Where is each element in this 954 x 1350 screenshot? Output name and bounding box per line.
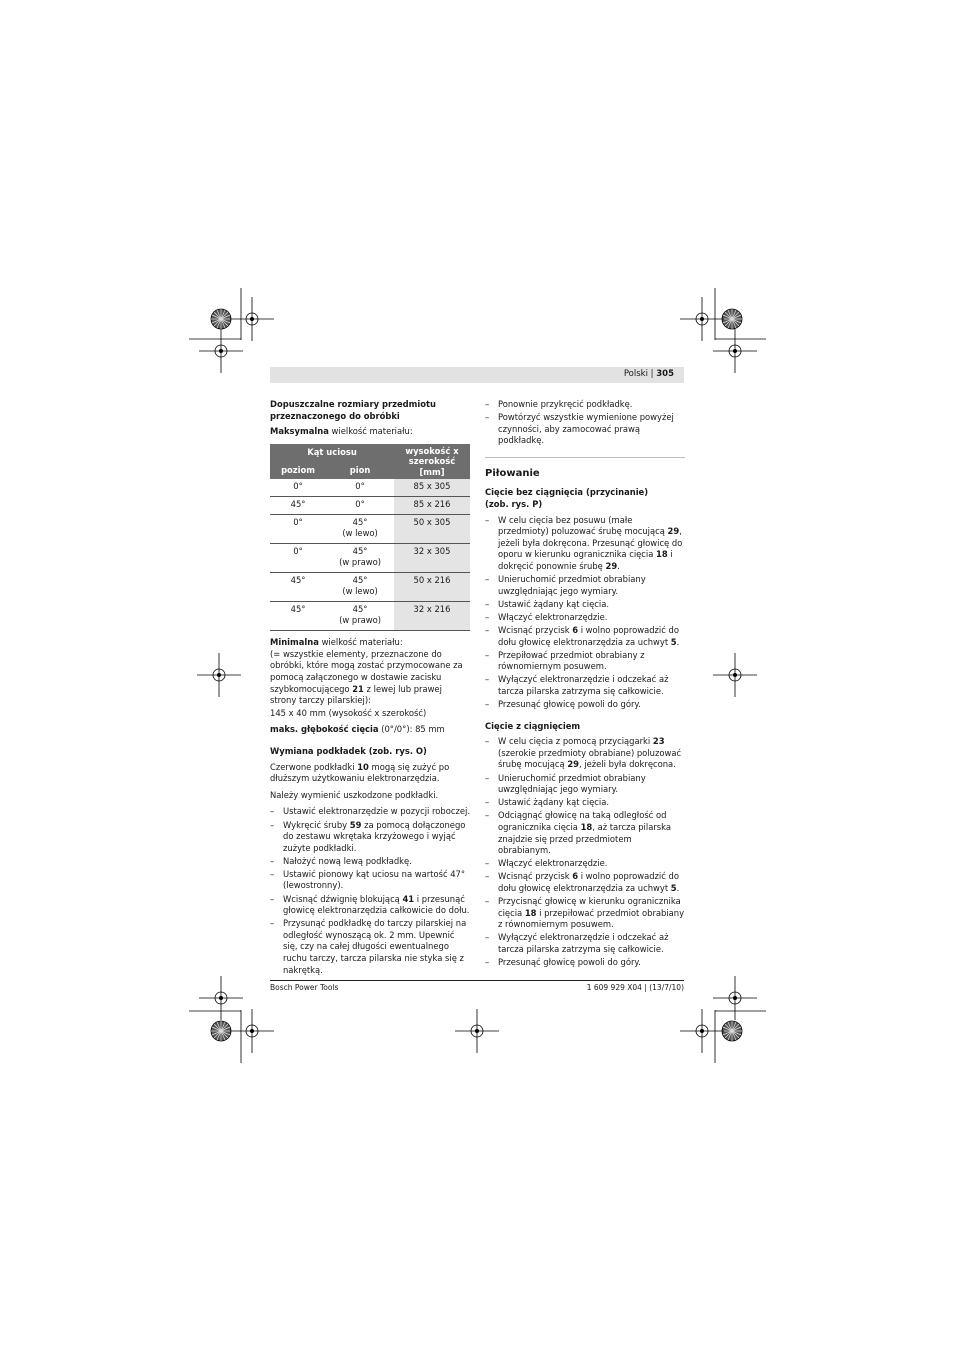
bottom-right-marks	[680, 976, 766, 1063]
cell-horizontal: 0°	[270, 544, 326, 573]
top-right-marks	[680, 288, 766, 373]
header-language: Polski	[623, 369, 648, 379]
pads-steps-continued	[485, 399, 685, 447]
list-item: – Wyłączyć elektronarzędzie i odczekać aż tarcza pilarska zatrzyma się całkowicie.	[485, 932, 685, 955]
cell-size: 50 x 305	[394, 515, 470, 544]
pads-title: Wymiana podkładek (zob. rys. O)	[270, 746, 427, 757]
header-text	[624, 369, 674, 379]
list-item: – W celu cięcia bez posuwu (małe przedmioty) poluzować śrubę mocującą 29, jeżeli była dokręcona. Przesunąć głowicę do oporu w kierunku ogranicznika cięcia 18 i dokręcić ponownie śrubę 29.	[485, 515, 685, 573]
cut-with-pull-steps	[485, 736, 685, 968]
bottom-left-marks	[189, 976, 274, 1063]
list-item: – Włączyć elektronarzędzie.	[485, 612, 685, 624]
list-item: – Włączyć elektronarzędzie.	[485, 858, 685, 870]
header-angle: Kąt uciosu	[270, 444, 394, 462]
pads-steps	[270, 806, 470, 976]
list-item: – Ustawić żądany kąt cięcia.	[485, 797, 685, 809]
right-column	[485, 399, 685, 975]
list-item: – Przepiłować przedmiot obrabiany z równomiernym posuwem.	[485, 650, 685, 673]
max-size-paragraph: Maksymalna wielkość materiału:	[270, 426, 413, 437]
cell-horizontal: 45°	[270, 602, 326, 631]
table-row	[270, 602, 470, 631]
section-title: Piłowanie	[485, 467, 540, 479]
cut-without-pull-title: Cięcie bez ciągnięcia (przycinanie) (zob. rys. P)	[485, 487, 649, 510]
section-divider	[485, 457, 685, 458]
cell-vertical: 0°	[326, 497, 394, 515]
bottom-center-mark	[455, 1009, 499, 1053]
list-item: – Powtórzyć wszystkie wymienione powyżej czynności, aby zamocować prawą podkładkę.	[485, 412, 685, 447]
pads-paragraph-2: Należy wymienić uszkodzone podkładki.	[270, 789, 439, 800]
cell-vertical: 45° (w prawo)	[326, 602, 394, 631]
footer-brand: Bosch Power Tools	[270, 983, 339, 992]
left-column	[270, 399, 470, 982]
dimensions-table	[270, 444, 470, 632]
cell-size: 85 x 216	[394, 497, 470, 515]
list-item: – Unieruchomić przedmiot obrabiany uwzględniając jego wymiary.	[485, 574, 685, 597]
cell-horizontal: 0°	[270, 515, 326, 544]
list-item: – Nałożyć nową lewą podkładkę.	[270, 856, 470, 868]
list-item: – Ponownie przykręcić podkładkę.	[485, 399, 685, 411]
cell-size: 85 x 305	[394, 479, 470, 497]
cut-without-pull-steps	[485, 515, 685, 711]
cell-vertical: 45° (w prawo)	[326, 544, 394, 573]
list-item: – Ustawić elektronarzędzie w pozycji roboczej.	[270, 806, 470, 818]
list-item: – Wyłączyć elektronarzędzie i odczekać aż tarcza pilarska zatrzyma się całkowicie.	[485, 674, 685, 697]
list-item: – Unieruchomić przedmiot obrabiany uwzględniając jego wymiary.	[485, 773, 685, 796]
right-middle-mark	[713, 653, 757, 697]
list-item: – Ustawić żądany kąt cięcia.	[485, 599, 685, 611]
cell-vertical: 45° (w lewo)	[326, 573, 394, 602]
top-left-marks	[189, 288, 274, 373]
dimensions-title: Dopuszczalne rozmiary przedmiotu przeznaczonego do obróbki	[270, 399, 436, 421]
list-item: – Wykręcić śruby 59 za pomocą dołączonego do zestawu wkrętaka krzyżowego i wyjąć zużyte podkładki.	[270, 820, 470, 855]
left-middle-mark	[197, 653, 241, 697]
min-dimension: 145 x 40 mm (wysokość x szerokość)	[270, 707, 427, 718]
table-row	[270, 544, 470, 573]
list-item: – Przycisnąć głowicę w kierunku ogranicznika cięcia 18 i przepiłować przedmiot obrabiany z równomiernym posuwem.	[485, 896, 685, 931]
cell-size: 50 x 216	[394, 573, 470, 602]
page-header	[270, 367, 684, 383]
cell-horizontal: 0°	[270, 479, 326, 497]
table-row	[270, 515, 470, 544]
min-size-paragraph: Minimalna wielkość materiału: (= wszystkie elementy, przeznaczone do obróbki, które mogą zostać przymocowane za pomocą załączonego w dostawie zacisku szybkomocującego 21 z lewej lub prawej strony tarczy pilarskiej):	[270, 637, 463, 706]
cell-horizontal: 45°	[270, 497, 326, 515]
list-item: – Przysunąć podkładkę do tarczy pilarskiej na odległość wynoszącą ok. 2 mm. Upewnić się, czy na całej długości ewentualnego ruchu tarczy, tarcza pilarska nie styka się z nakrętką.	[270, 918, 470, 976]
list-item: – Ustawić pionowy kąt uciosu na wartość 47° (lewostronny).	[270, 869, 470, 892]
table-row	[270, 479, 470, 497]
cell-vertical: 45° (w lewo)	[326, 515, 394, 544]
pads-paragraph-1: Czerwone podkładki 10 mogą się zużyć po dłuższym użytkowaniu elektronarzędzia.	[270, 761, 450, 784]
list-item: – Przesunąć głowicę powoli do góry.	[485, 699, 685, 711]
footer-rule	[270, 980, 684, 981]
table-row	[270, 573, 470, 602]
cell-size: 32 x 216	[394, 602, 470, 631]
header-vertical: pion	[326, 462, 394, 480]
cell-horizontal: 45°	[270, 573, 326, 602]
list-item: – W celu cięcia z pomocą przyciągarki 23 (szerokie przedmioty obrabiane) poluzować śrubę mocującą 29, jeżeli była dokręcona.	[485, 736, 685, 771]
list-item: – Przesunąć głowicę powoli do góry.	[485, 957, 685, 969]
max-depth: maks. głębokość cięcia (0°/0°): 85 mm	[270, 724, 445, 735]
footer-code: 1 609 929 X04 | (13/7/10)	[586, 983, 684, 992]
cell-size: 32 x 305	[394, 544, 470, 573]
header-separator: |	[650, 369, 654, 379]
page-number: 305	[656, 369, 674, 379]
header-horizontal: poziom	[270, 462, 326, 480]
cell-vertical: 0°	[326, 479, 394, 497]
list-item: – Wcisnąć przycisk 6 i wolno poprowadzić do dołu głowicę elektronarzędzia za uchwyt 5.	[485, 871, 685, 894]
list-item: – Wcisnąć przycisk 6 i wolno poprowadzić do dołu głowicę elektronarzędzia za uchwyt 5.	[485, 625, 685, 648]
header-size: wysokość x szerokość [mm]	[394, 444, 470, 480]
cut-with-pull-title: Cięcie z ciągnięciem	[485, 720, 581, 731]
table-row	[270, 497, 470, 515]
list-item: – Wcisnąć dźwignię blokującą 41 i przesunąć głowicę elektronarzędzia całkowicie do dołu.	[270, 894, 470, 917]
list-item: – Odciągnąć głowicę na taką odległość od ogranicznika cięcia 18, aż tarcza pilarska znajdzie się przed przedmiotem obrabianym.	[485, 810, 685, 856]
